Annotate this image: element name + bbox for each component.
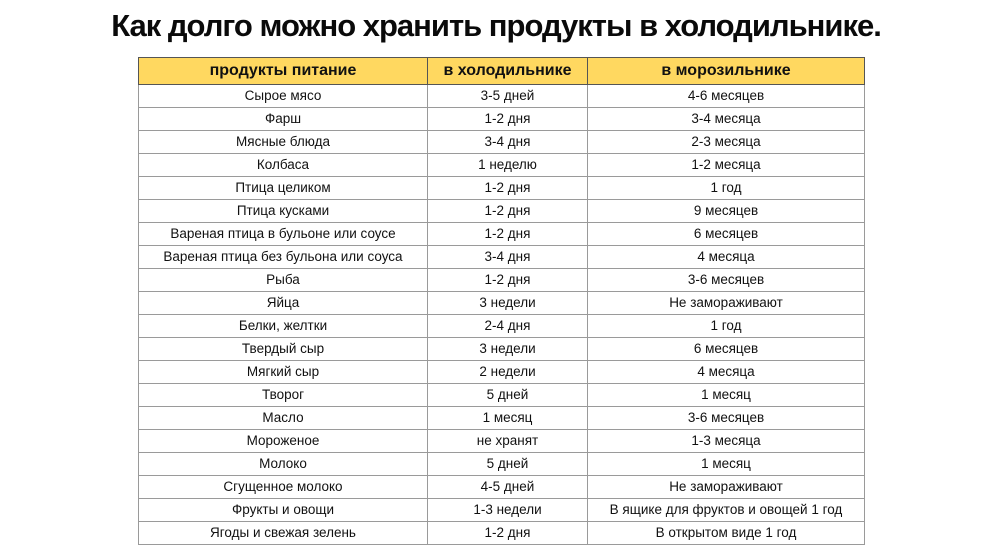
table-row bbox=[139, 361, 865, 384]
cell-fridge: 3-5 дней bbox=[428, 85, 588, 108]
cell-freezer: В открытом виде 1 год bbox=[588, 522, 865, 545]
cell-freezer: 1 месяц bbox=[588, 384, 865, 407]
cell-freezer: 3-6 месяцев bbox=[588, 407, 865, 430]
table-row bbox=[139, 269, 865, 292]
cell-product: Колбаса bbox=[139, 154, 428, 177]
cell-product: Молоко bbox=[139, 453, 428, 476]
cell-fridge: 3-4 дня bbox=[428, 131, 588, 154]
cell-fridge: 5 дней bbox=[428, 384, 588, 407]
cell-freezer: Не замораживают bbox=[588, 476, 865, 499]
cell-fridge: 2 недели bbox=[428, 361, 588, 384]
cell-freezer: 1 месяц bbox=[588, 453, 865, 476]
cell-product: Ягоды и свежая зелень bbox=[139, 522, 428, 545]
cell-freezer: 6 месяцев bbox=[588, 338, 865, 361]
cell-freezer: 1-3 месяца bbox=[588, 430, 865, 453]
cell-freezer: 3-4 месяца bbox=[588, 108, 865, 131]
cell-fridge: 5 дней bbox=[428, 453, 588, 476]
header-product: продукты питание bbox=[139, 58, 428, 85]
table-row bbox=[139, 407, 865, 430]
table-row bbox=[139, 476, 865, 499]
cell-freezer: 1-2 месяца bbox=[588, 154, 865, 177]
cell-product: Яйца bbox=[139, 292, 428, 315]
table-row bbox=[139, 338, 865, 361]
header-row bbox=[139, 58, 865, 85]
cell-product: Мягкий сыр bbox=[139, 361, 428, 384]
cell-product: Фрукты и овощи bbox=[139, 499, 428, 522]
cell-fridge: 1-3 недели bbox=[428, 499, 588, 522]
cell-product: Твердый сыр bbox=[139, 338, 428, 361]
cell-fridge: 1 неделю bbox=[428, 154, 588, 177]
cell-product: Фарш bbox=[139, 108, 428, 131]
cell-freezer: 3-6 месяцев bbox=[588, 269, 865, 292]
cell-fridge: 1-2 дня bbox=[428, 177, 588, 200]
storage-table bbox=[138, 57, 865, 545]
cell-freezer: Не замораживают bbox=[588, 292, 865, 315]
cell-product: Вареная птица без бульона или соуса bbox=[139, 246, 428, 269]
cell-product: Масло bbox=[139, 407, 428, 430]
cell-fridge: 1-2 дня bbox=[428, 522, 588, 545]
cell-fridge: 3-4 дня bbox=[428, 246, 588, 269]
table-row bbox=[139, 200, 865, 223]
cell-freezer: 2-3 месяца bbox=[588, 131, 865, 154]
cell-product: Мясные блюда bbox=[139, 131, 428, 154]
table-body bbox=[139, 85, 865, 545]
table-row bbox=[139, 292, 865, 315]
cell-freezer: 4 месяца bbox=[588, 246, 865, 269]
table-row bbox=[139, 131, 865, 154]
cell-product: Рыба bbox=[139, 269, 428, 292]
cell-fridge: 1-2 дня bbox=[428, 200, 588, 223]
cell-freezer: В ящике для фруктов и овощей 1 год bbox=[588, 499, 865, 522]
cell-product: Сгущенное молоко bbox=[139, 476, 428, 499]
cell-freezer: 1 год bbox=[588, 177, 865, 200]
table-row bbox=[139, 453, 865, 476]
cell-product: Птица кусками bbox=[139, 200, 428, 223]
cell-fridge: 2-4 дня bbox=[428, 315, 588, 338]
cell-product: Мороженое bbox=[139, 430, 428, 453]
cell-product: Вареная птица в бульоне или соусе bbox=[139, 223, 428, 246]
cell-freezer: 9 месяцев bbox=[588, 200, 865, 223]
table-row bbox=[139, 177, 865, 200]
cell-freezer: 6 месяцев bbox=[588, 223, 865, 246]
table-header bbox=[139, 58, 865, 85]
cell-fridge: 1-2 дня bbox=[428, 269, 588, 292]
table-row bbox=[139, 315, 865, 338]
table-row bbox=[139, 246, 865, 269]
cell-fridge: 1-2 дня bbox=[428, 223, 588, 246]
table-row bbox=[139, 430, 865, 453]
storage-table-container bbox=[138, 57, 865, 545]
table-row bbox=[139, 154, 865, 177]
cell-product: Птица целиком bbox=[139, 177, 428, 200]
cell-product: Сырое мясо bbox=[139, 85, 428, 108]
table-row bbox=[139, 522, 865, 545]
cell-freezer: 4 месяца bbox=[588, 361, 865, 384]
header-fridge: в холодильнике bbox=[428, 58, 588, 85]
cell-fridge: 4-5 дней bbox=[428, 476, 588, 499]
cell-product: Белки, желтки bbox=[139, 315, 428, 338]
page-title: Как долго можно хранить продукты в холодильнике. bbox=[111, 8, 881, 43]
table-row bbox=[139, 384, 865, 407]
table-row bbox=[139, 499, 865, 522]
cell-freezer: 4-6 месяцев bbox=[588, 85, 865, 108]
cell-product: Творог bbox=[139, 384, 428, 407]
cell-fridge: 3 недели bbox=[428, 292, 588, 315]
cell-fridge: 3 недели bbox=[428, 338, 588, 361]
cell-fridge: 1-2 дня bbox=[428, 108, 588, 131]
table-row bbox=[139, 223, 865, 246]
cell-freezer: 1 год bbox=[588, 315, 865, 338]
header-freezer: в морозильнике bbox=[588, 58, 865, 85]
cell-fridge: не хранят bbox=[428, 430, 588, 453]
table-row bbox=[139, 85, 865, 108]
table-row bbox=[139, 108, 865, 131]
cell-fridge: 1 месяц bbox=[428, 407, 588, 430]
